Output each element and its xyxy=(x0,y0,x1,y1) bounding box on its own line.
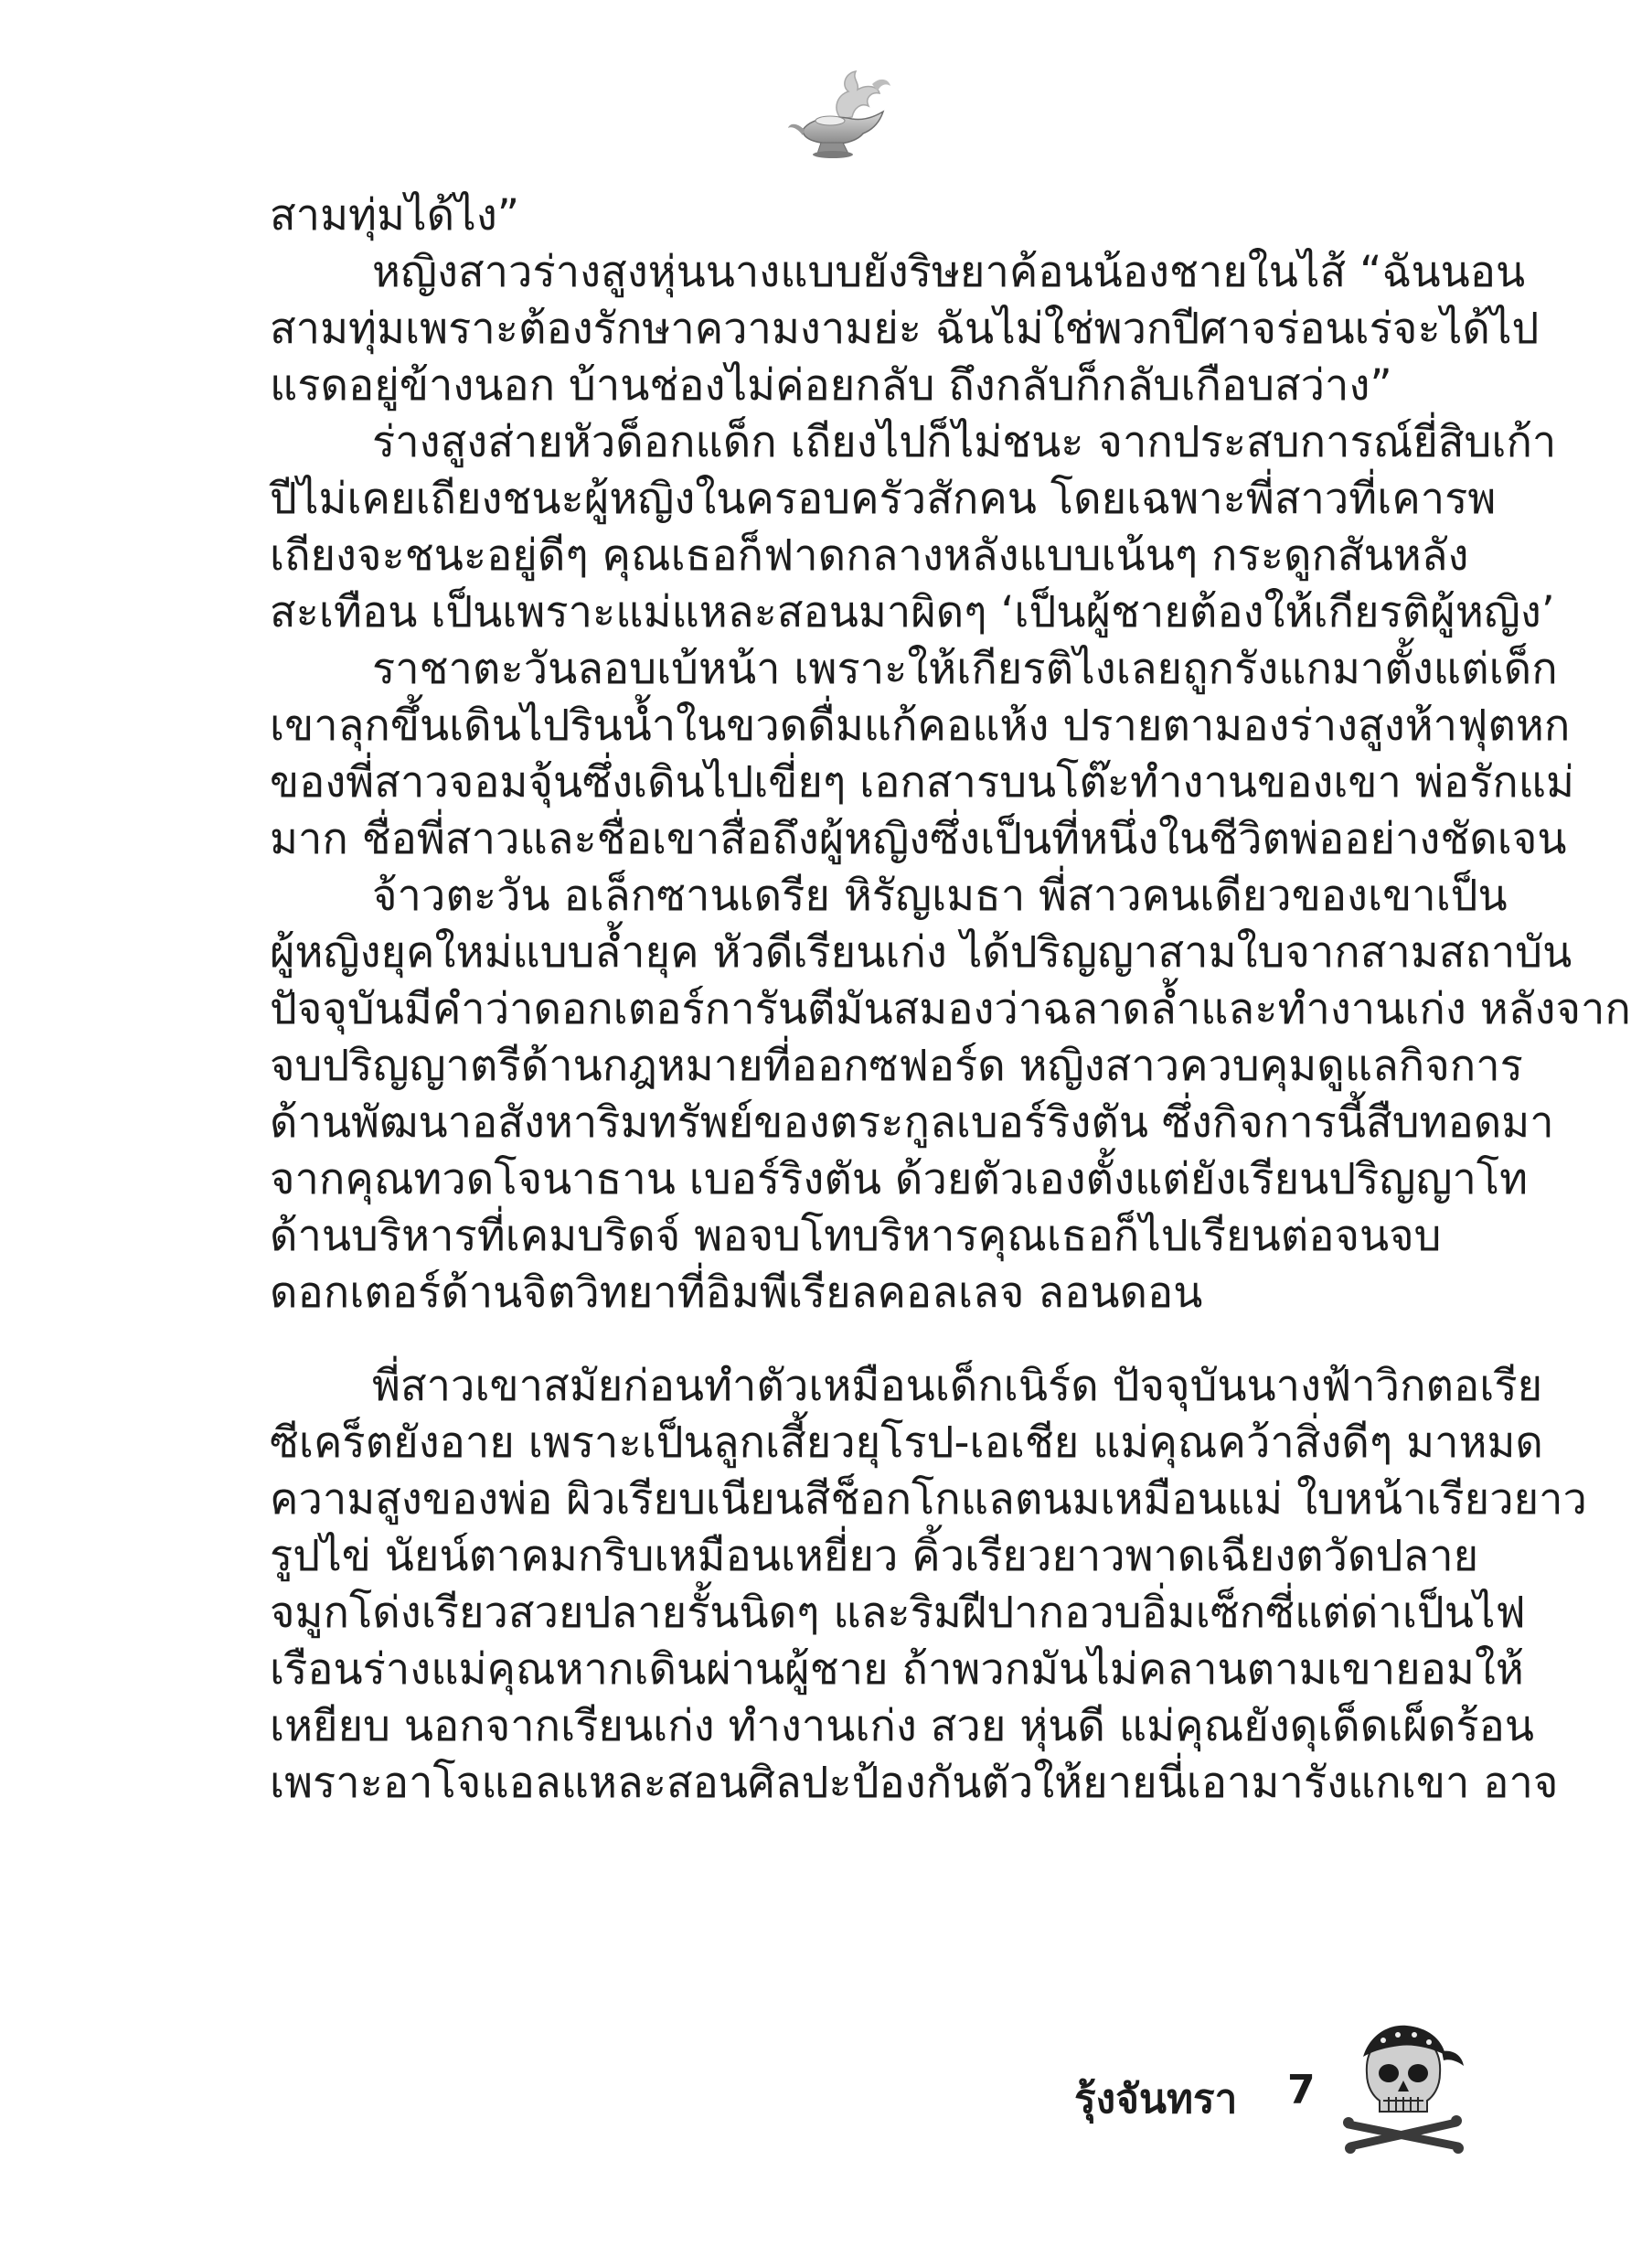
paragraph-5-line-8: ดอกเตอร์ด้านจิตวิทยาที่อิมพีเรียลคอลเลจ ลอนดอน xyxy=(270,1268,1203,1318)
paragraph-3-line-1: ร่างสูงส่ายหัวด็อกแด็ก เถียงไปก็ไม่ชนะ จากประสบการณ์ยี่สิบเก้า xyxy=(372,417,1557,467)
paragraph-2-line-3: แรดอยู่ข้างนอก บ้านช่องไม่ค่อยกลับ ถึงกลับก็กลับเกือบสว่าง” xyxy=(270,360,1392,411)
paragraph-5-line-7: ด้านบริหารที่เคมบริดจ์ พอจบโทบริหารคุณเธอก็ไปเรียนต่อจนจบ xyxy=(270,1211,1442,1261)
paragraph-4-line-3: ของพี่สาวจอมจุ้นซึ่งเดินไปเขี่ยๆ เอกสารบนโต๊ะทำงานของเขา พ่อรักแม่ xyxy=(270,757,1575,808)
paragraph-4-line-1: ราชาตะวันลอบเบ้หน้า เพราะให้เกียรติไงเลยถูกรังแกมาตั้งแต่เด็ก xyxy=(372,644,1558,694)
paragraph-6-line-5: จมูกโด่งเรียวสวยปลายรั้นนิดๆ และริมฝีปากอวบอิ่มเซ็กซี่แต่ด่าเป็นไฟ xyxy=(270,1588,1526,1638)
paragraph-6-line-7: เหยียบ นอกจากเรียนเก่ง ทำงานเก่ง สวย หุ่นดี แม่คุณยังดุเด็ดเผ็ดร้อน xyxy=(270,1701,1535,1751)
body-text xyxy=(270,187,1631,1812)
paragraph-2-line-1: หญิงสาวร่างสูงหุ่นนางแบบยังริษยาค้อนน้องชายในไส้ “ฉันนอน xyxy=(372,247,1526,297)
paragraph-3-line-3: เถียงจะชนะอยู่ดีๆ คุณเธอก็ฟาดกลางหลังแบบเน้นๆ กระดูกสันหลัง xyxy=(270,530,1469,581)
paragraph-5-line-1: จ้าวตะวัน อเล็กซานเดรีย หิรัญเมธา พี่สาวคนเดียวของเขาเป็น xyxy=(372,871,1508,921)
paragraph-4-line-4: มาก ชื่อพี่สาวและชื่อเขาสื่อถึงผู้หญิงซึ่งเป็นที่หนึ่งในชีวิตพ่ออย่างชัดเจน xyxy=(270,814,1567,864)
paragraph-3-line-2: ปีไม่เคยเถียงชนะผู้หญิงในครอบครัวสักคน โดยเฉพาะพี่สาวที่เคารพ xyxy=(270,474,1497,524)
paragraph-5-line-5: ด้านพัฒนาอสังหาริมทรัพย์ของตระกูลเบอร์ริงตัน ซึ่งกิจการนี้สืบทอดมา xyxy=(270,1097,1554,1148)
paragraph-6-line-2: ซีเคร็ตยังอาย เพราะเป็นลูกเสี้ยวยุโรป-เอเชีย แม่คุณคว้าสิ่งดีๆ มาหมด xyxy=(270,1418,1543,1468)
paragraph-6-line-6: เรือนร่างแม่คุณหากเดินผ่านผู้ชาย ถ้าพวกมันไม่คลานตามเขายอมให้ xyxy=(270,1644,1524,1695)
paragraph-5-line-3: ปัจจุบันมีคำว่าดอกเตอร์การันตีมันสมองว่าฉลาดล้ำและทำงานเก่ง หลังจาก xyxy=(270,984,1631,1034)
paragraph-6-line-1: พี่สาวเขาสมัยก่อนทำตัวเหมือนเด็กเนิร์ด ปัจจุบันนางฟ้าวิกตอเรีย xyxy=(372,1361,1543,1411)
paragraph-5-line-2: ผู้หญิงยุคใหม่แบบล้ำยุค หัวดีเรียนเก่ง ได้ปริญญาสามใบจากสามสถาบัน xyxy=(270,927,1572,978)
paragraph-4-line-2: เขาลุกขึ้นเดินไปรินน้ำในขวดดื่มแก้คอแห้ง ปรายตามองร่างสูงห้าฟุตหก xyxy=(270,701,1571,751)
paragraph-6-line-8: เพราะอาโจแอลแหละสอนศิลปะป้องกันตัวให้ยายนี่เอามารังแกเขา อาจ xyxy=(270,1758,1559,1808)
pirate-skull-icon xyxy=(1339,2017,1467,2154)
paragraph-6-line-3: ความสูงของพ่อ ผิวเรียบเนียนสีช็อกโกแลตนมเหมือนแม่ ใบหน้าเรียวยาว xyxy=(270,1474,1587,1524)
paragraph-gap xyxy=(270,1321,1408,1358)
paragraph-5-line-4: จบปริญญาตรีด้านกฎหมายที่ออกซฟอร์ด หญิงสาวควบคุมดูแลกิจการ xyxy=(270,1041,1523,1091)
paragraph-6-line-4: รูปไข่ นัยน์ตาคมกริบเหมือนเหยี่ยว คิ้วเรียวยาวพาดเฉียงตวัดปลาย xyxy=(270,1531,1479,1581)
book-title: รุ้งจันทรา xyxy=(1074,2076,1238,2123)
paragraph-2-line-2: สามทุ่มเพราะต้องรักษาความงามย่ะ ฉันไม่ใช่พวกปีศาจร่อนเร่จะได้ไป xyxy=(270,304,1540,354)
paragraph-1-line-1: สามทุ่มได้ไง” xyxy=(270,190,520,241)
page-number: 7 xyxy=(1287,2067,1316,2113)
paragraph-3-line-4: สะเทือน เป็นเพราะแม่แหละสอนมาผิดๆ ‘เป็นผู้ชายต้องให้เกียรติผู้หญิง’ xyxy=(270,587,1555,637)
paragraph-5-line-6: จากคุณทวดโจนาธาน เบอร์ริงตัน ด้วยตัวเองตั้งแต่ยังเรียนปริญญาโท xyxy=(270,1154,1529,1204)
genie-lamp-icon xyxy=(784,66,900,165)
